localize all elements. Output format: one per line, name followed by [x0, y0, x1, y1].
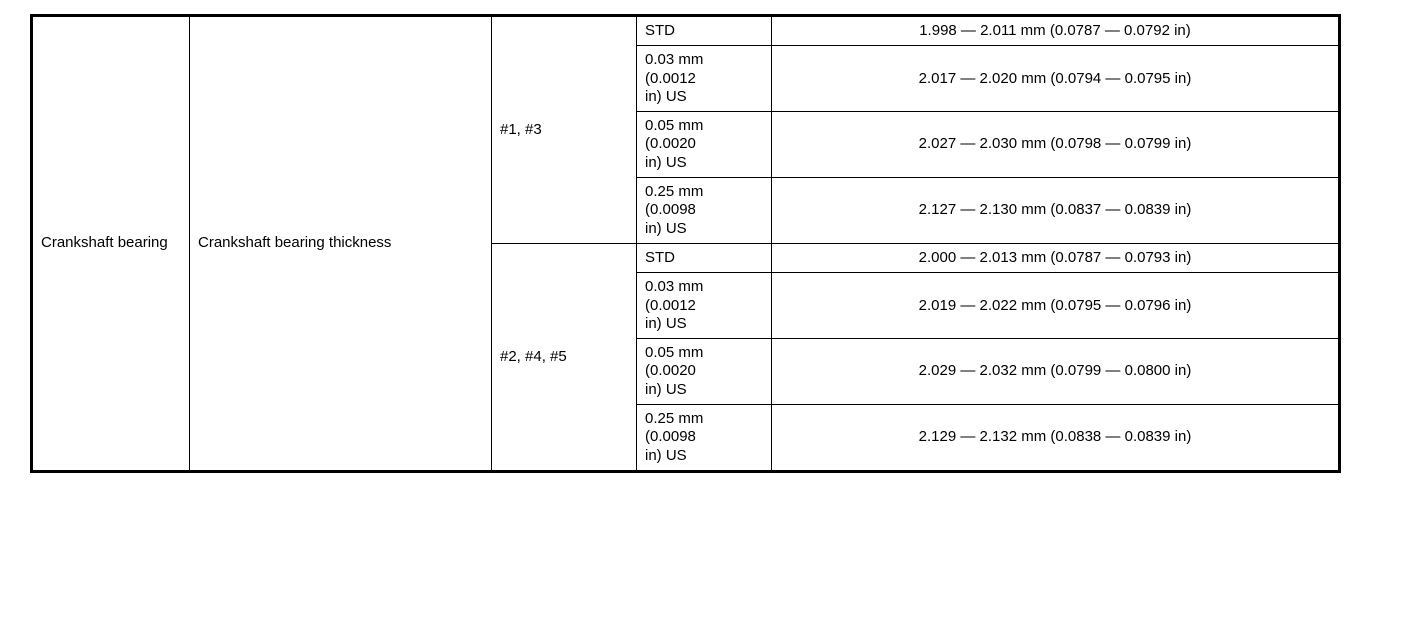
size-line: in) US — [645, 219, 687, 237]
size-line: in) US — [645, 153, 687, 171]
size-line: (0.0012 — [645, 296, 696, 314]
cell-size-designation — [637, 405, 772, 472]
cell-size-designation — [637, 273, 772, 339]
size-line: (0.0020 — [645, 362, 696, 380]
size-line: 0.03 mm — [645, 278, 704, 296]
size-line: 0.25 mm — [645, 183, 704, 201]
cell-thickness-value: 2.017 — 2.020 mm (0.0794 — 0.0795 in) — [772, 46, 1340, 112]
crankshaft-bearing-spec-table — [30, 14, 1341, 473]
cell-thickness-value: 2.027 — 2.030 mm (0.0798 — 0.0799 in) — [772, 112, 1340, 178]
cell-item-description: Crankshaft bearing thickness — [190, 16, 492, 472]
cell-thickness-value: 1.998 — 2.011 mm (0.0787 — 0.0792 in) — [772, 16, 1340, 46]
cell-thickness-value: 2.129 — 2.132 mm (0.0838 — 0.0839 in) — [772, 405, 1340, 472]
cell-size-designation — [637, 339, 772, 405]
cell-size-designation — [637, 46, 772, 112]
size-line: 0.05 mm — [645, 117, 704, 135]
cell-size-designation — [637, 243, 772, 272]
size-line: in) US — [645, 446, 687, 464]
cell-thickness-value: 2.000 — 2.013 mm (0.0787 — 0.0793 in) — [772, 243, 1340, 272]
size-line: 0.25 mm — [645, 410, 704, 428]
cell-thickness-value: 2.127 — 2.130 mm (0.0837 — 0.0839 in) — [772, 178, 1340, 244]
size-line: 0.03 mm — [645, 51, 704, 69]
cell-item-name: Crankshaft bearing — [32, 16, 190, 472]
size-line: STD — [645, 22, 675, 39]
table-row — [32, 16, 1340, 46]
size-line: in) US — [645, 87, 687, 105]
cell-thickness-value: 2.019 — 2.022 mm (0.0795 — 0.0796 in) — [772, 273, 1340, 339]
cell-group-label-1: #1, #3 — [492, 16, 637, 244]
cell-size-designation — [637, 178, 772, 244]
cell-size-designation — [637, 16, 772, 46]
cell-size-designation — [637, 112, 772, 178]
size-line: (0.0098 — [645, 428, 696, 446]
cell-group-label-2: #2, #4, #5 — [492, 243, 637, 471]
size-line: (0.0020 — [645, 135, 696, 153]
size-line: in) US — [645, 380, 687, 398]
cell-thickness-value: 2.029 — 2.032 mm (0.0799 — 0.0800 in) — [772, 339, 1340, 405]
size-line: in) US — [645, 314, 687, 332]
size-line: (0.0012 — [645, 69, 696, 87]
size-line: STD — [645, 248, 675, 266]
size-line: 0.05 mm — [645, 344, 704, 362]
size-line: (0.0098 — [645, 201, 696, 219]
